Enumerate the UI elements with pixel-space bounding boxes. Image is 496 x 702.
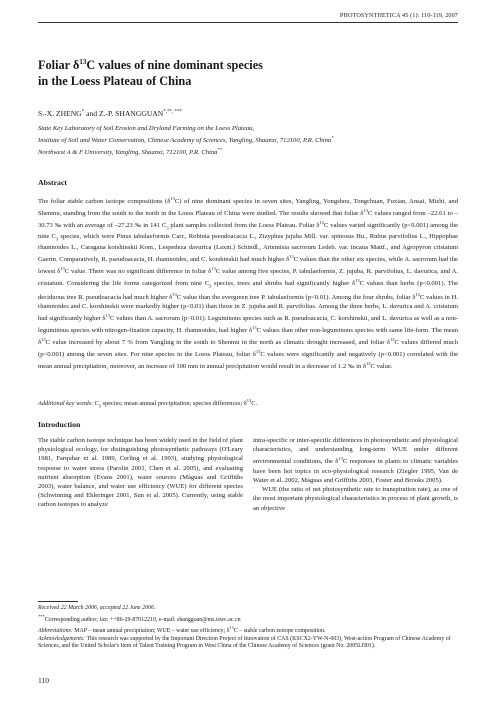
abstract-sup: 13 xyxy=(319,219,325,225)
abstract-text: C values ranged from –22.61 to –30.73 ‰ with an average of –27.23 ‰ in 141 C xyxy=(38,210,459,230)
article-title xyxy=(38,54,458,89)
acknowledgements-text: This research was supported by the Important Direction Project of Innovation of CAS (KSCX2-YW-N-003), West-action Program of Chinese Academy of Sciences, and the United Scholar's Item of Talent Training Program in West China of the Chinese Academy of Sciences (grant No. 2005LH01). xyxy=(38,635,451,650)
abstract-text: C values varied significantly (p<0.001) among the nine C xyxy=(38,222,458,241)
abstract-sup: 13 xyxy=(105,313,111,319)
abstract-sup: 13 xyxy=(355,278,360,284)
abstract-text: C value. There was no significant difference in foliar δ xyxy=(64,268,212,276)
abstract-sub: 3 xyxy=(209,283,212,289)
acknowledgements-label: Acknowledgements: xyxy=(38,635,86,642)
abstract-body xyxy=(38,195,458,372)
abstract-text: C value than the evergreen tree P. tabulaeformis (p<0.01). Among the four shrubs, foliar δ xyxy=(176,294,416,302)
acknowledgements-note xyxy=(38,636,458,651)
intro-text: C responses in plants to climatic variables have been hot topics in eco-physiological research (Ziegler 1995, Van de Water et al. 2002, Máguas and Griffiths 2003, Foster and Brooks 2005). xyxy=(253,458,458,484)
abstract-sup: 13 xyxy=(172,292,177,298)
introduction-heading: Introduction xyxy=(38,420,81,429)
abstract-sub: 3 xyxy=(166,225,169,231)
abbreviations-sup: 13 xyxy=(229,625,234,631)
corresponding-author-note xyxy=(38,613,458,625)
affiliation-line-2-text: Institute of Soil and Water Conservation, Chinese Academy of Sciences, Yangling, Shaanxi, 712100, P.R. China xyxy=(38,136,332,144)
intro-right-column xyxy=(253,436,458,513)
abstract-sup: 13 xyxy=(170,196,175,201)
affiliation-line-3-mark: ** xyxy=(217,146,222,152)
title-text-1: Foliar δ xyxy=(38,58,80,73)
keywords-text: : C xyxy=(91,400,99,408)
abstract-sup: 13 xyxy=(289,254,294,260)
abstract-sup: 13 xyxy=(366,361,371,367)
journal-header: PHOTOSYNTHETICA 45 (1): 110-119, 2007 xyxy=(339,12,458,19)
affiliation-line-3 xyxy=(38,146,463,158)
abstract-sup: 13 xyxy=(363,207,368,213)
keywords-sub: 3 xyxy=(98,403,102,409)
intro-text: intra-specific or inter-specific differences in photosynthetic and physiological characteristics, and understanding long-term WUE under different environmental conditions, the δ xyxy=(253,437,458,466)
abstract-text: C values were significantly and negatively (p<0.001) correlated with the mean annual precipitation, moreover, an increase of 100 mm in annual precipitation would result in a decrease of 1.2 ‰ in δ xyxy=(38,351,458,371)
abstract-sup: 13 xyxy=(252,325,257,331)
abstract-text: species, which were Pinus tabulaeformis Carr., Robinia pseudoacacia L., Zizyphus jujuba Mill. var. spinosus Hu., Rubus parvifolius L., Hippophae rhamnoides L., Caragana korshinskii Kom., Lespedeza davurica (Laxm.) Schindl., Artemisia sacrorum Ledeb. var. incana Mattf., and Agropyron cristatum Gaertn. Comparatively, R. pseudoacacia, H. rhamnoides, and C. korshinskii had much higher δ xyxy=(38,233,458,264)
abstract-text: C value among five species, P. tabulaeformis, Z. jujuba, R. parvifolius, L. davurica, and A. cristatum. Considering the life forms categorized from nine C xyxy=(38,268,458,288)
abstract-text: species, trees and shrubs had significantly higher δ xyxy=(211,280,356,288)
author-and: and xyxy=(84,109,99,118)
intro-left-column xyxy=(38,436,243,510)
title-line-2: in the Loess Plateau of China xyxy=(38,74,192,89)
intro-paragraph-1: The stable carbon isotope technique has been widely used in the field of plant physiological ecology, for distinguishing photosynthetic pathways (O'Leary 1981, Farquhar et al. 1989, Cerling et al. 1993), studying physiological response to water stress (Parolin 2001, Chen et al. 2005), and evaluating nutrient absorption (Evans 2001), water sources (Máguas and Griffiths 2003), water balance, and water use efficiency (WUE) for different species (Schwinning and Ehleringer 2001, Sun et al. 2005). Currently, using stable carbon isotopes to analyze xyxy=(38,437,243,509)
abbreviations-label: Abbreviations: xyxy=(38,628,73,635)
abstract-sup: 13 xyxy=(60,266,65,272)
title-sup: 13 xyxy=(79,58,87,66)
abstract-sup: 13 xyxy=(415,292,420,298)
footnote-rule xyxy=(38,601,78,602)
keywords-text: C. xyxy=(251,400,258,408)
title-text-2: C values of nine dominant species xyxy=(86,58,263,73)
abstract-sup: 13 xyxy=(41,337,46,343)
page-number: 110 xyxy=(38,676,50,685)
intro-paragraph-2: WUE (the ratio of net photosynthetic rate to transpiration rate), as one of the most important physiological characteristics in process of plant growth, is an objective xyxy=(253,486,458,512)
abstract-text: C values than other non-leguminous species with same life-form. The mean δ xyxy=(38,327,459,347)
affiliation-line-2 xyxy=(38,134,463,146)
abstract-sup: 13 xyxy=(390,337,395,343)
authors xyxy=(38,109,182,118)
abstract-text: C values than the other six species, while A. sacrorum had the lowest δ xyxy=(38,256,458,276)
intro-sup: 13 xyxy=(338,456,343,462)
keywords xyxy=(38,398,458,408)
abstract-text: C values than A. sacrorum (p<0.01). Leguminous species such as R. pseudoacacia, C. korshinskii, and L. davurica as well as a non-leguminous species with nitrogen-fixation capacity, H. rhamnoides, had higher δ xyxy=(38,315,458,335)
author-1: S.-X. ZHENG xyxy=(38,109,82,118)
affiliation-line-1: State Key Laboratory of Soil Erosion and Dryland Farming on the Loess Plateau, xyxy=(38,125,255,132)
header-rule xyxy=(38,22,458,23)
abstract-sup: 13 xyxy=(211,266,216,272)
affiliation-line-2-mark: * xyxy=(331,134,334,140)
abstract-heading: Abstract xyxy=(38,178,68,187)
abbreviations-note xyxy=(38,624,458,636)
abbreviations-text: C – stable carbon isotope composition. xyxy=(233,628,326,635)
author-2: Z.-P. SHANGGUAN xyxy=(98,109,164,118)
keywords-sup: 13 xyxy=(246,398,252,403)
abstract-sub: 3 xyxy=(55,236,59,242)
abstract-text: C values in H. rhamnoides and C. korshinskii were markedly higher (p<0.01) than those in Z. jujuba and R. parvifolius. Among the three herbs, L. davurica and A. cristatum had significantly higher δ xyxy=(38,294,459,323)
abstract-text: C value. xyxy=(370,363,393,371)
abstract-text: C value increased by about 7 % from Yangling in the south to Shenmu in the north as climatic drought increased, and foliar δ xyxy=(45,339,391,347)
affiliation xyxy=(38,125,463,157)
abbreviations-text: MAP – mean annual precipitation; WUE – water use efficiency; δ xyxy=(72,628,230,635)
author-1-mark: * xyxy=(81,109,85,115)
keywords-text: species; mean annual precipitation; species differences; δ xyxy=(101,400,247,408)
corresponding-mark: *** xyxy=(38,613,45,619)
abstract-sup: 13 xyxy=(255,349,261,355)
footnotes xyxy=(38,605,458,651)
abstract-text: The foliar stable carbon isotope compositions (δ xyxy=(38,198,171,206)
abstract-text: C) of nine dominant species in seven sites, Yangling, Yongshou, Tongchuan, Fuxian, Ansai, Mizhi, and Shenmu, standing from the south to the north in the Loess Plateau of China were studied. The results showed that foliar δ xyxy=(38,198,458,218)
abstract-text: plant samples collected from the Loess Plateau. Foliar δ xyxy=(168,222,320,230)
affiliation-line-3-text: Northwest A & F University, Yangling, Shaanxi, 712100, P.R. China xyxy=(38,148,218,156)
abstract-text: C values differed much (p<0.001) among the seven sites. For nine species in the Loess Plateau, foliar δ xyxy=(38,339,458,359)
abstract-text: C values than herbs (p<0.001). The deciduous tree R. pseudoacacia had much higher δ xyxy=(38,280,458,302)
author-2-mark: *,**, *** xyxy=(163,109,183,115)
received-note: Received 22 March 2006, accepted 22 June 2006. xyxy=(38,605,156,611)
corresponding-text: Corresponding author; fax: ++86-29-87012210, e-mail: shangguan@ms.iswc.ac.cn xyxy=(44,616,241,623)
keywords-label: Additional key words xyxy=(38,400,92,408)
intro-paragraph-1-cont xyxy=(253,436,458,485)
